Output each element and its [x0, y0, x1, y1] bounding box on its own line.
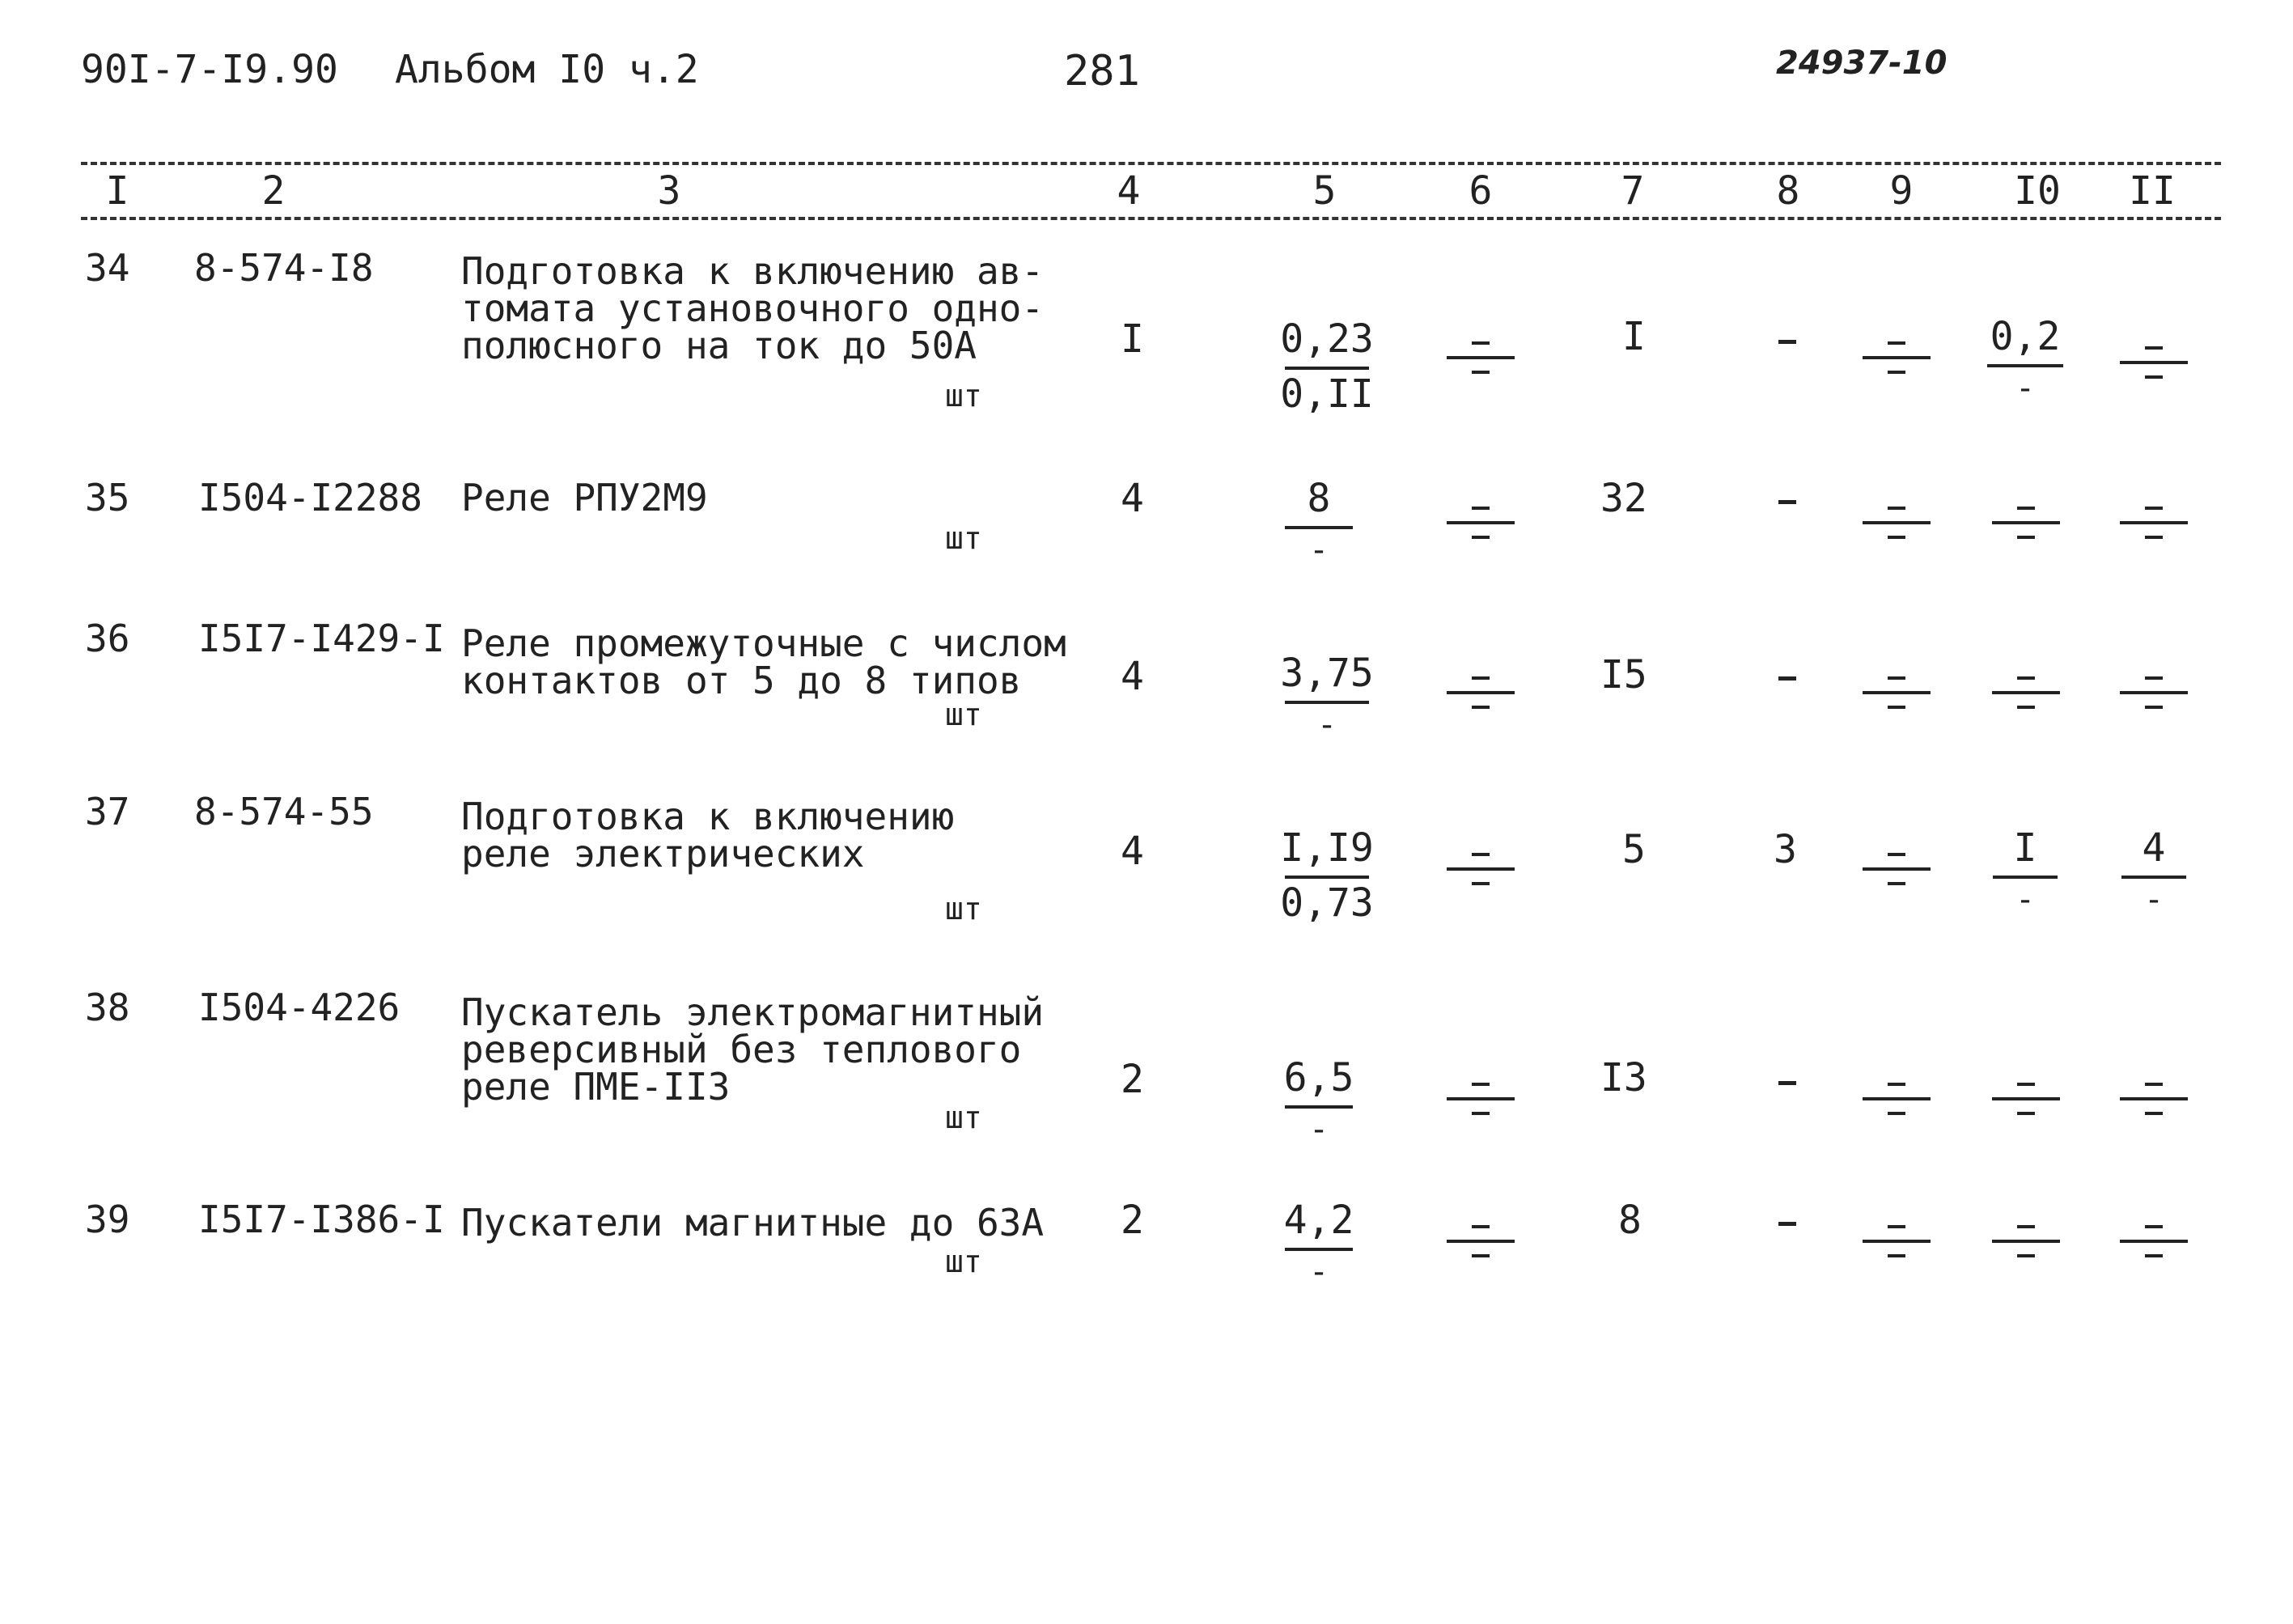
- fraction-bar: [1285, 1105, 1353, 1109]
- row-number: 35: [85, 476, 130, 519]
- col7-value: I: [1622, 314, 1646, 359]
- col5-fraction: [1278, 1198, 1359, 1300]
- col10-denominator: -: [2015, 370, 2036, 407]
- col4-value: 4: [1121, 476, 1144, 521]
- col5-numerator: I,I9: [1280, 825, 1374, 871]
- unit-label: шт: [945, 378, 982, 413]
- col4-value: I: [1121, 316, 1144, 362]
- fraction-bar: [1285, 876, 1369, 879]
- item-code: I504-I2288: [198, 476, 422, 519]
- col6-ditto-mark: [1447, 676, 1515, 709]
- column-header-3: 3: [657, 168, 681, 214]
- album-label: Альбом I0 ч.2: [395, 47, 699, 92]
- unit-label: шт: [945, 1100, 982, 1135]
- col11-ditto-mark: [2120, 507, 2188, 539]
- col10-ditto-mark: [1992, 1083, 2060, 1115]
- column-header-10: I0: [2014, 168, 2061, 214]
- header-top-dashed-rule: [81, 162, 2221, 165]
- col5-denominator: 0,II: [1280, 371, 1374, 417]
- col5-fraction: [1278, 825, 1375, 927]
- item-code: I5I7-I429-I: [198, 617, 445, 660]
- col5-denominator: -: [1308, 532, 1329, 569]
- col5-numerator: 3,75: [1280, 651, 1374, 696]
- col5-fraction: [1278, 1055, 1359, 1157]
- col8-value: 3: [1774, 827, 1797, 872]
- column-header-11: II: [2129, 168, 2176, 214]
- document-code: 90I-7-I9.90: [81, 47, 338, 92]
- column-header-7: 7: [1621, 168, 1645, 214]
- column-header-2: 2: [261, 168, 286, 214]
- unit-label: шт: [945, 520, 982, 556]
- item-code: I5I7-I386-I: [198, 1198, 445, 1241]
- row-number: 37: [85, 790, 130, 833]
- col7-value: I3: [1600, 1055, 1647, 1100]
- col7-value: 8: [1618, 1198, 1642, 1243]
- col7-value: I5: [1600, 652, 1647, 698]
- col8-dash: [1778, 1081, 1796, 1085]
- col9-ditto-mark: [1863, 676, 1931, 709]
- fraction-bar: [1285, 1248, 1353, 1251]
- col5-numerator: 4,2: [1283, 1198, 1354, 1243]
- col11-fraction: [2115, 825, 2193, 927]
- column-header-4: 4: [1117, 168, 1141, 214]
- col5-numerator: 0,23: [1280, 316, 1374, 362]
- item-code: 8-574-I8: [194, 246, 374, 290]
- column-header-1: I: [105, 168, 129, 214]
- archive-stamp-number: 24937-10: [1776, 45, 1948, 82]
- fraction-bar: [1285, 526, 1353, 529]
- fraction-bar: [2121, 876, 2186, 879]
- row-number: 38: [85, 986, 130, 1029]
- item-code: I504-4226: [198, 986, 401, 1029]
- col5-denominator: 0,73: [1280, 880, 1374, 926]
- col6-ditto-mark: [1447, 1225, 1515, 1257]
- item-description: Подготовка к включению реле электрических: [461, 795, 955, 876]
- item-description: Реле РПУ2М9: [461, 476, 708, 519]
- col4-value: 2: [1121, 1198, 1144, 1243]
- fraction-bar: [1987, 364, 2063, 367]
- col10-numerator: 0,2: [1990, 314, 2061, 359]
- col7-value: 5: [1622, 827, 1646, 872]
- col4-value: 2: [1121, 1057, 1144, 1102]
- col11-ditto-mark: [2120, 1225, 2188, 1257]
- col9-ditto-mark: [1863, 1225, 1931, 1257]
- col11-denominator: -: [2143, 881, 2164, 918]
- col10-fraction: [1981, 314, 2070, 416]
- col9-ditto-mark: [1863, 507, 1931, 539]
- col9-ditto-mark: [1863, 1083, 1931, 1115]
- row-number: 34: [85, 246, 130, 290]
- col10-ditto-mark: [1992, 507, 2060, 539]
- item-description: Пускатели магнитные до 63А: [461, 1201, 1045, 1245]
- column-header-8: 8: [1776, 168, 1800, 214]
- col5-fraction: [1278, 476, 1359, 578]
- col10-ditto-mark: [1992, 1225, 2060, 1257]
- col11-ditto-mark: [2120, 346, 2188, 379]
- col10-denominator: -: [2015, 881, 2036, 918]
- col5-fraction: [1278, 651, 1375, 753]
- col5-fraction: [1278, 316, 1375, 418]
- col8-dash: [1778, 676, 1796, 681]
- page-number: 281: [1064, 47, 1140, 95]
- col4-value: 4: [1121, 829, 1144, 874]
- column-header-9: 9: [1889, 168, 1914, 214]
- col9-ditto-mark: [1863, 341, 1931, 374]
- col6-ditto-mark: [1447, 853, 1515, 885]
- col6-ditto-mark: [1447, 1083, 1515, 1115]
- unit-label: шт: [945, 1244, 982, 1279]
- header-bottom-dashed-rule: [81, 217, 2221, 220]
- fraction-bar: [1285, 701, 1369, 704]
- unit-label: шт: [945, 891, 982, 926]
- column-header-5: 5: [1312, 168, 1337, 214]
- row-number: 39: [85, 1198, 130, 1241]
- col10-fraction: [1986, 825, 2064, 927]
- item-description: Реле промежуточные с числом контактов от 5 до 8 типов: [461, 621, 1066, 702]
- col10-numerator: I: [2013, 825, 2037, 871]
- col8-dash: [1778, 1222, 1796, 1226]
- unit-label: шт: [945, 697, 982, 732]
- fraction-bar: [1993, 876, 2058, 879]
- col11-numerator: 4: [2142, 825, 2166, 871]
- col10-ditto-mark: [1992, 676, 2060, 709]
- item-code: 8-574-55: [194, 790, 374, 833]
- item-description: Подготовка к включению ав- томата установочного одно- полюсного на ток до 50А: [461, 249, 1045, 367]
- col5-denominator: -: [1308, 1111, 1329, 1148]
- column-header-6: 6: [1469, 168, 1493, 214]
- col5-numerator: 6,5: [1283, 1055, 1354, 1100]
- col8-dash: [1778, 500, 1796, 504]
- col5-denominator: -: [1316, 706, 1337, 744]
- col11-ditto-mark: [2120, 676, 2188, 709]
- item-description: Пускатель электромагнитный реверсивный без теплового реле ПМЕ-II3: [461, 990, 1045, 1109]
- col8-dash: [1778, 340, 1796, 344]
- col5-numerator: 8: [1307, 476, 1331, 521]
- col6-ditto-mark: [1447, 507, 1515, 539]
- col6-ditto-mark: [1447, 341, 1515, 374]
- col9-ditto-mark: [1863, 853, 1931, 885]
- col7-value: 32: [1600, 476, 1647, 521]
- col4-value: 4: [1121, 654, 1144, 699]
- col11-ditto-mark: [2120, 1083, 2188, 1115]
- row-number: 36: [85, 617, 130, 660]
- fraction-bar: [1285, 367, 1369, 370]
- col5-denominator: -: [1308, 1253, 1329, 1291]
